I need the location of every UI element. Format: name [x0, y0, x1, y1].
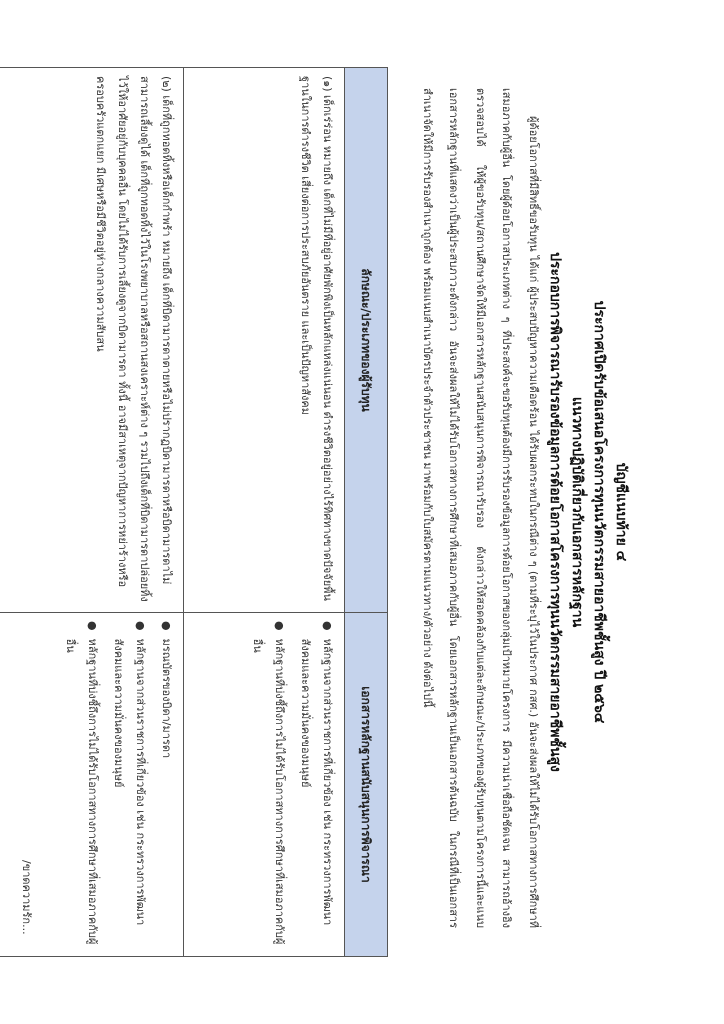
evidence-text: หลักฐานจากส่วนราชการที่เกี่ยวข้อง เช่น กระทรวงการพัฒนาสังคมและความมั่นคงของมนุษย์: [112, 638, 147, 926]
evidence-item: [294, 621, 338, 948]
evidence-table: [0, 67, 388, 957]
header-evidence: เอกสารหลักฐานสนับสนุนการพิจารณา: [345, 613, 388, 957]
bullet-icon: ●: [321, 621, 334, 631]
row-2-type: (๒) เด็กที่ถูกทอดทิ้งหรือเด็กกำพร้า หมายถึง เด็กที่บิดามารดาตายหรือไม่ปรากฏบิดามารดาหรือบิดามารดาไม่สามารถเลี้ยงดูได้ เด็กที่ถูกทอดทิ้งไว้ในโรงพยาบาลหรือสถานสงเคราะห์ต่าง ๆ รวมไปถึงเด็กที่บิดามารดาปล่อยทิ้งไว้ให้อาศัยอยู่กับบุคคลอื่น โดยไม่ได้รับการเลี้ยงดูจากบิดามารดา ทั้งนี้ อาจมีสาเหตุจากปัญหาการหย่าร้างหรือครอบครัวแตกแยก มีเศษหรือมีชีวิตอยู่ห่างกลางความสับสน: [0, 68, 184, 613]
table-row: [0, 68, 184, 957]
guideline-title: แนวทางปฏิบัติเกี่ยวกับเอกสารหลักฐาน: [569, 396, 585, 628]
table-row: [184, 68, 345, 957]
row-1-type: (๑) เด็กเร่ร่อน หมายถึง เด็กที่ไม่มีที่อยู่อาศัยพักพิงเป็นหลักแหล่งแน่นอน ดำรงชีวิตอยู่อย่างไร้ทิศทางขาดปัจจัยพื้นฐานในการดำรงชีวิต เสี่ยงต่อการประสบภัยอันตราย และเป็นปัญหาสังคม: [184, 68, 345, 613]
evidence-item: [107, 621, 151, 948]
bullet-icon: ●: [273, 621, 286, 631]
evidence-text: หลักฐานที่บ่งชี้ถึงการไม่ได้รับโอกาสทางการศึกษาที่เสมอภาคกับผู้อื่น: [251, 638, 286, 945]
evidence-text: หลักฐานที่บ่งชี้ถึงการไม่ได้รับโอกาสทางการศึกษาที่เสมอภาคกับผู้อื่น: [64, 638, 99, 945]
row-1-evidence: [184, 613, 345, 957]
evidence-text: มรณบัตรของบิดา/มารดา: [160, 638, 173, 759]
bullet-icon: ●: [160, 621, 173, 631]
bullet-icon: ●: [134, 621, 147, 631]
annex-title: บัญชีแนบท้าย ๔: [613, 462, 629, 562]
announcement-title: ประกาศเปิดรับข้อเสนอโครงการทุนนวัตกรรมสายอาชีพชั้นสูง ปี ๒๕๖๔: [591, 300, 607, 724]
evidence-item: [246, 621, 290, 948]
table-header-row: [345, 68, 388, 957]
section-title: ประกอบการพิจารณารับรองข้อมูลการด้อยโอกาสโครงการทุนนวัตกรรมสายอาชีพชั้นสูง: [547, 252, 563, 772]
evidence-item: [59, 621, 103, 948]
intro-paragraph: ผู้ด้อยโอกาสที่มีสิทธิ์ขอรับทุน ได้แก่ ผู้ประสบปัญหาความเดือดร้อน ได้รับผลกระทบในกรณีต่าง ๆ (ตามที่ระบุไว้ในประกาศ กสศ.) อันจะส่งผลให้ไม่ได้รับโอกาสทางการศึกษาที่เสมอภาคกับผู้อื่น โดยผู้ด้อยโอกาสประเภทต่าง ๆ ที่ประสงค์จะขอรับทุนต้องมีการรับรองข้อมูลการด้อยโอกาสของกลุ่มเป้าหมายโครงการ มีความน่าเชื่อถือชัดเจน สามารถอ้างอิงตรวจสอบได้ ให้ผู้ขอรับทุน/สถานศึกษาจัดให้มีเอกสารหลักฐานสนับสนุนการพิจารณารับรอง ดังกล่าวให้สอดคล้องกับแต่ละลักษณะ/ประเภทของผู้รับทุนตามโครงการนี้และแนบเอกสารหลักฐานที่แสดงว่าเป็นผู้ประสบภาวะดังกล่าว อันจะส่งผลให้ไม่ได้รับโอกาสทางการศึกษาที่เสมอภาคกับผู้อื่น โดยเอกสารหลักฐานเป็นเอกสารต้นฉบับ ในกรณีที่เป็นเอกสารสำเนาจัดให้มีการรับรองสำเนาถูกต้อง พร้อมแนบสำเนาบัตรประจำตัวประชาชน มาพร้อมกับใบสมัครตามแนวทาง/ตัวอย่าง ดังต่อไปนี้: [421, 88, 540, 928]
continued-note: /ขาดความรัก...: [20, 860, 33, 935]
evidence-item: [155, 621, 177, 948]
bullet-icon: ●: [86, 621, 99, 631]
evidence-text: หลักฐานจากส่วนราชการที่เกี่ยวข้อง เช่น กระทรวงการพัฒนาสังคมและความมั่นคงของมนุษย์: [299, 638, 334, 926]
header-applicant-type: ลักษณะ/ประเภทของผู้รับทุน: [345, 68, 388, 613]
